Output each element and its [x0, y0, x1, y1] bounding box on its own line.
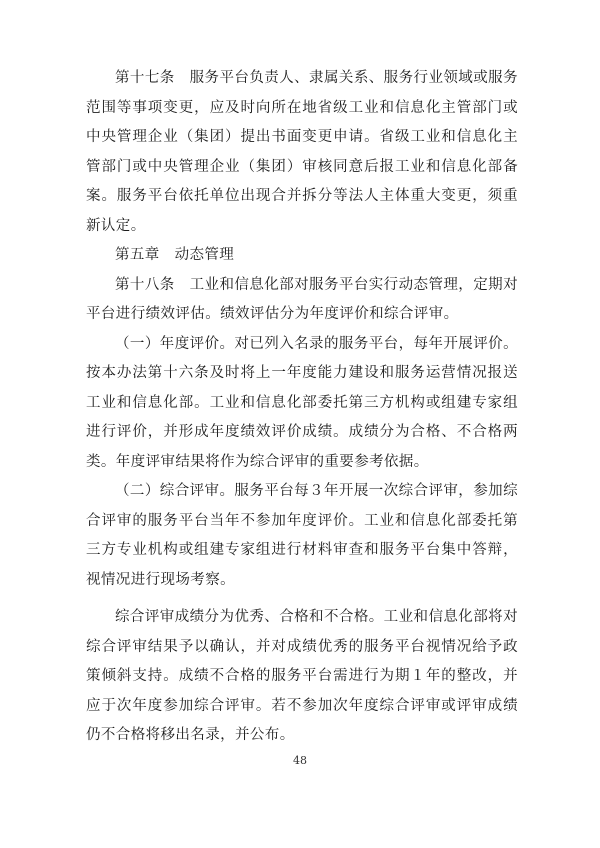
annual-evaluation-paragraph: （一）年度评价。对已列入名录的服务平台，每年开展评价。按本办法第十六条及时将上一年度能力建设和服务运营情况报送工业和信息化部。工业和信息化部委托第三方机构或组建专家组进行评价，并形成年度绩效评价成绩。成绩分为合格、不合格两类。年度评审结果将作为综合评审的重要参考依据。 — [86, 335, 518, 470]
article-17-paragraph: 第十七条 服务平台负责人、隶属关系、服务行业领域或服务范围等事项变更，应及时向所在地省级工业和信息化主管部门或中央管理企业（集团）提出书面变更申请。省级工业和信息化主管部门或中央管理企业（集团）审核同意后报工业和信息化部备案。服务平台依托单位出现合并拆分等法人主体重大变更，须重新认定。 — [86, 70, 518, 234]
review-results-paragraph: 综合评审成绩分为优秀、合格和不合格。工业和信息化部将对综合评审结果予以确认，并对成绩优秀的服务平台视情况给予政策倾斜支持。成绩不合格的服务平台需进行为期１年的整改，并应于次年度参加综合评审。若不参加次年度综合评审或评审成绩仍不合格将移出名录，并公布。 — [86, 609, 518, 743]
document-body — [86, 64, 518, 751]
comprehensive-review-paragraph: （二）综合评审。服务平台每３年开展一次综合评审，参加综合评审的服务平台当年不参加年度评价。工业和信息化部委托第三方专业机构或组建专家组进行材料审查和服务平台集中答辩，视情况进行现场考察。 — [86, 483, 518, 588]
chapter-5-heading: 第五章 动态管理 — [115, 247, 235, 263]
article-18-paragraph: 第十八条 工业和信息化部对服务平台实行动态管理，定期对平台进行绩效评估。绩效评估分为年度评价和综合评审。 — [86, 276, 518, 322]
page-number: 48 — [293, 754, 307, 767]
